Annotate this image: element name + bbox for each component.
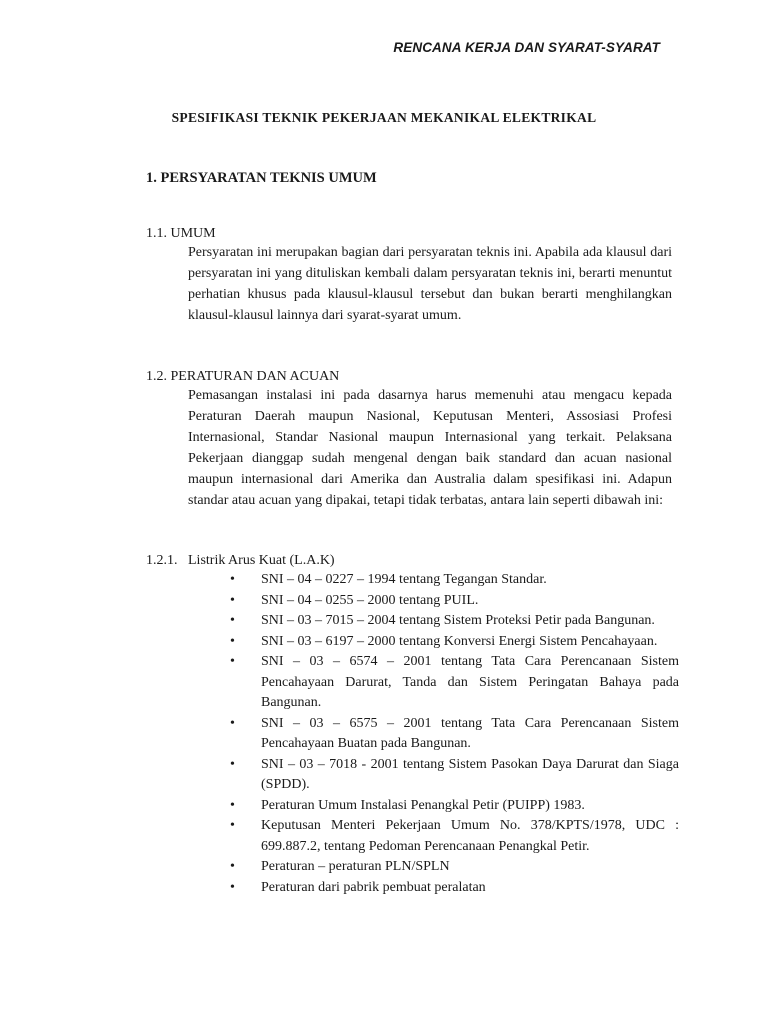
- list-item: [0, 878, 679, 899]
- subsubsection-number: 1.2.1.: [146, 553, 178, 568]
- list-item-text: Keputusan Menteri Pekerjaan Umum No. 378/KPTS/1978, UDC : 699.887.2, tentang Pedoman Perencanaan Penangkal Petir.: [261, 818, 679, 854]
- list-item: [0, 857, 679, 878]
- running-header: RENCANA KERJA DAN SYARAT-SYARAT: [393, 40, 660, 55]
- list-item: [0, 632, 679, 653]
- list-item: [0, 652, 679, 714]
- list-item: [0, 816, 679, 857]
- bullet-icon: •: [230, 797, 235, 813]
- list-item: [0, 611, 679, 632]
- list-item: [0, 570, 679, 591]
- subsection-heading-umum: 1.1. UMUM: [146, 226, 216, 241]
- bullet-icon: •: [230, 592, 235, 608]
- bullet-icon: •: [230, 818, 235, 833]
- bullet-icon: •: [230, 859, 235, 874]
- list-item: [0, 591, 679, 612]
- bullet-icon: •: [230, 572, 235, 587]
- list-item-text: SNI – 03 – 7018 - 2001 tentang Sistem Pasokan Daya Darurat dan Siaga (SPDD).: [261, 756, 679, 792]
- subsubsection-label: Listrik Arus Kuat (L.A.K): [188, 553, 335, 568]
- list-item-text: SNI – 03 – 6575 – 2001 tentang Tata Cara Perencanaan Sistem Pencahayaan Buatan pada Bangunan.: [261, 715, 679, 751]
- subsection-heading-peraturan: 1.2. PERATURAN DAN ACUAN: [146, 369, 340, 384]
- list-item: [0, 796, 679, 817]
- paragraph-peraturan: Pemasangan instalasi ini pada dasarnya harus memenuhi atau mengacu kepada Peraturan Daerah maupun Nasional, Keputusan Menteri, Assosiasi Profesi Internasional, Standar Nasional maupun Internasional yang terkait. Pelaksana Pekerjaan dianggap sudah mengenal dengan baik standard dan acuan nasional maupun internasional dari Amerika dan Australia dalam spesifikasi ini. Adapun standar atau acuan yang dipakai, tetapi tidak terbatas, antara lain seperti dibawah ini:: [188, 388, 672, 508]
- list-item-text: SNI – 03 – 6197 – 2000 tentang Konversi Energi Sistem Pencahayaan.: [261, 633, 658, 649]
- bullet-icon: •: [230, 633, 235, 649]
- paragraph-umum: Persyaratan ini merupakan bagian dari persyaratan teknis ini. Apabila ada klausul dari persyaratan ini yang dituliskan kembali dalam persyaratan teknis ini, berarti menuntut perhatian khusus pada klausul-klausul tersebut dan bukan berarti menghilangkan klausul-klausul lainnya dari syarat-syarat umum.: [188, 245, 672, 323]
- bullet-icon: •: [230, 654, 235, 669]
- list-item-text: SNI – 04 – 0227 – 1994 tentang Tegangan Standar.: [261, 572, 547, 587]
- subsubsection-heading-lak: [146, 553, 335, 569]
- bullet-icon: •: [230, 715, 235, 731]
- list-item-text: SNI – 04 – 0255 – 2000 tentang PUIL.: [261, 592, 479, 608]
- list-item-text: SNI – 03 – 6574 – 2001 tentang Tata Cara Perencanaan Sistem Pencahayaan Darurat, Tanda dan Sistem Peringatan Bahaya pada Bangunan.: [261, 654, 679, 710]
- document-title: SPESIFIKASI TEKNIK PEKERJAAN MEKANIKAL ELEKTRIKAL: [171, 110, 597, 125]
- list-item-text: SNI – 03 – 7015 – 2004 tentang Sistem Proteksi Petir pada Bangunan.: [261, 613, 655, 628]
- list-item: [0, 714, 679, 755]
- bullet-icon: •: [230, 756, 235, 772]
- list-item-text: Peraturan Umum Instalasi Penangkal Petir (PUIPP) 1983.: [261, 797, 585, 813]
- section-heading: 1. PERSYARATAN TEKNIS UMUM: [146, 170, 377, 186]
- standards-list: [0, 570, 768, 898]
- bullet-icon: •: [230, 613, 235, 628]
- list-item-text: Peraturan dari pabrik pembuat peralatan: [261, 879, 486, 895]
- list-item-text: Peraturan – peraturan PLN/SPLN: [261, 859, 450, 874]
- bullet-icon: •: [230, 879, 235, 895]
- list-item: [0, 755, 679, 796]
